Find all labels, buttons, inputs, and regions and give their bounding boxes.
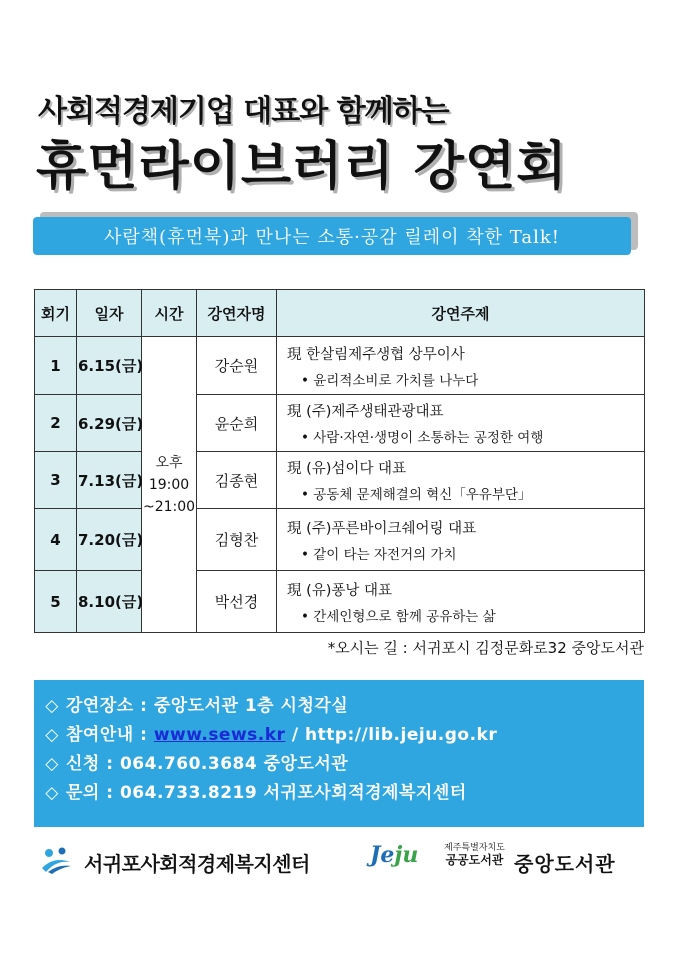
info-inquiry [38,779,644,808]
session-date: 6.29(금) [77,395,142,452]
jeju-logo [370,842,418,868]
central-library-logo-text: 중앙도서관 [514,852,616,876]
speaker-org: 現 한살림제주생협 상무이사 [287,346,465,363]
poster-subtitle: 사회적경제기업 대표와 함께하는 [38,94,449,129]
speaker-org: 現 (주)푸른바이크쉐어링 대표 [287,520,477,537]
inquiry-text: 문의 : 064.733.8219 서귀포사회적경제복지센터 [66,783,467,803]
info-apply [38,750,644,779]
directions-note: *오시는 길 : 서귀포시 김정문화로32 중앙도서관 [327,639,644,657]
time-start: 19:00 [148,476,190,493]
header-time: 시간 [142,290,197,337]
apply-text: 신청 : 064.760.3684 중앙도서관 [66,754,349,774]
table-row [35,452,645,509]
session-date: 7.20(금) [77,509,142,571]
topic-cell [277,452,645,509]
people-logo-icon [40,846,72,874]
sews-center-logo-text: 서귀포사회적경제복지센터 [84,852,310,876]
time-end: ~21:00 [143,498,196,515]
diamond-icon: ◇ [45,725,59,745]
lecture-schedule-table [34,289,645,633]
footer-logos [40,838,650,882]
session-number: 3 [35,452,77,509]
public-library-text: 공공도서관 [445,853,504,867]
topic-cell [277,395,645,452]
topic-text: 윤리적소비로 가치를 나누다 [313,372,479,389]
table-header-row [35,290,645,337]
topic-title [287,369,640,389]
header-session: 회기 [35,290,77,337]
talk-banner: 사람책(휴먼북)과 만나는 소통·공감 릴레이 착한 Talk! [33,217,631,255]
session-time [142,337,197,633]
diamond-icon: ◇ [45,783,59,803]
header-date: 일자 [77,290,142,337]
time-period: 오후 [155,454,183,471]
speaker-name: 윤순희 [197,395,277,452]
info-box [34,680,644,827]
speaker-org: 現 (주)제주생태관광대표 [287,404,444,420]
session-date: 8.10(금) [77,571,142,633]
bullet: • [301,546,309,563]
bullet: • [301,487,309,503]
jeju-logo-part-b: ju [394,842,419,868]
guide-label: 참여안내 : [66,725,154,745]
topic-title [287,605,640,625]
speaker-name: 김종현 [197,452,277,509]
speaker-name: 박선경 [197,571,277,633]
topic-text: 같이 타는 자전거의 가치 [313,546,457,563]
bullet: • [301,372,309,389]
diamond-icon: ◇ [45,696,59,716]
header-speaker: 강연자명 [197,290,277,337]
info-venue [38,692,644,721]
speaker-name: 강순원 [197,337,277,395]
diamond-icon: ◇ [45,754,59,774]
topic-text: 간세인형으로 함께 공유하는 삶 [313,608,496,625]
table-row [35,337,645,395]
bullet: • [301,430,309,446]
topic-cell [277,337,645,395]
session-date: 6.15(금) [77,337,142,395]
table-row [35,509,645,571]
table-row [35,571,645,633]
jeju-logo-part-a: Je [370,842,395,868]
bullet: • [301,608,309,625]
session-number: 1 [35,337,77,395]
header-topic: 강연주제 [277,290,645,337]
topic-text: 공동체 문제해결의 혁신「우유부단」 [313,487,532,503]
topic-cell [277,571,645,633]
topic-text: 사람·자연·생명이 소통하는 공정한 여행 [313,430,544,446]
speaker-name: 김형찬 [197,509,277,571]
info-guide [38,721,644,750]
topic-cell [277,509,645,571]
speaker-org: 現 (유)섬이다 대표 [287,461,407,477]
session-date: 7.13(금) [77,452,142,509]
table-row [35,395,645,452]
sews-link[interactable]: www.sews.kr [153,725,286,745]
session-number: 4 [35,509,77,571]
poster-title: 휴먼라이브러리 강연회 [36,137,568,197]
session-number: 5 [35,571,77,633]
topic-title [287,483,640,503]
jeju-library-label [444,842,505,866]
venue-text: 강연장소 : 중앙도서관 1층 시청각실 [66,696,349,716]
jeju-province-text: 제주특별자치도 [444,843,505,853]
topic-title [287,426,640,446]
session-number: 2 [35,395,77,452]
topic-title [287,543,640,563]
speaker-org: 現 (유)퐁낭 대표 [287,582,393,599]
lib-url-text: / http://lib.jeju.go.kr [285,725,498,745]
